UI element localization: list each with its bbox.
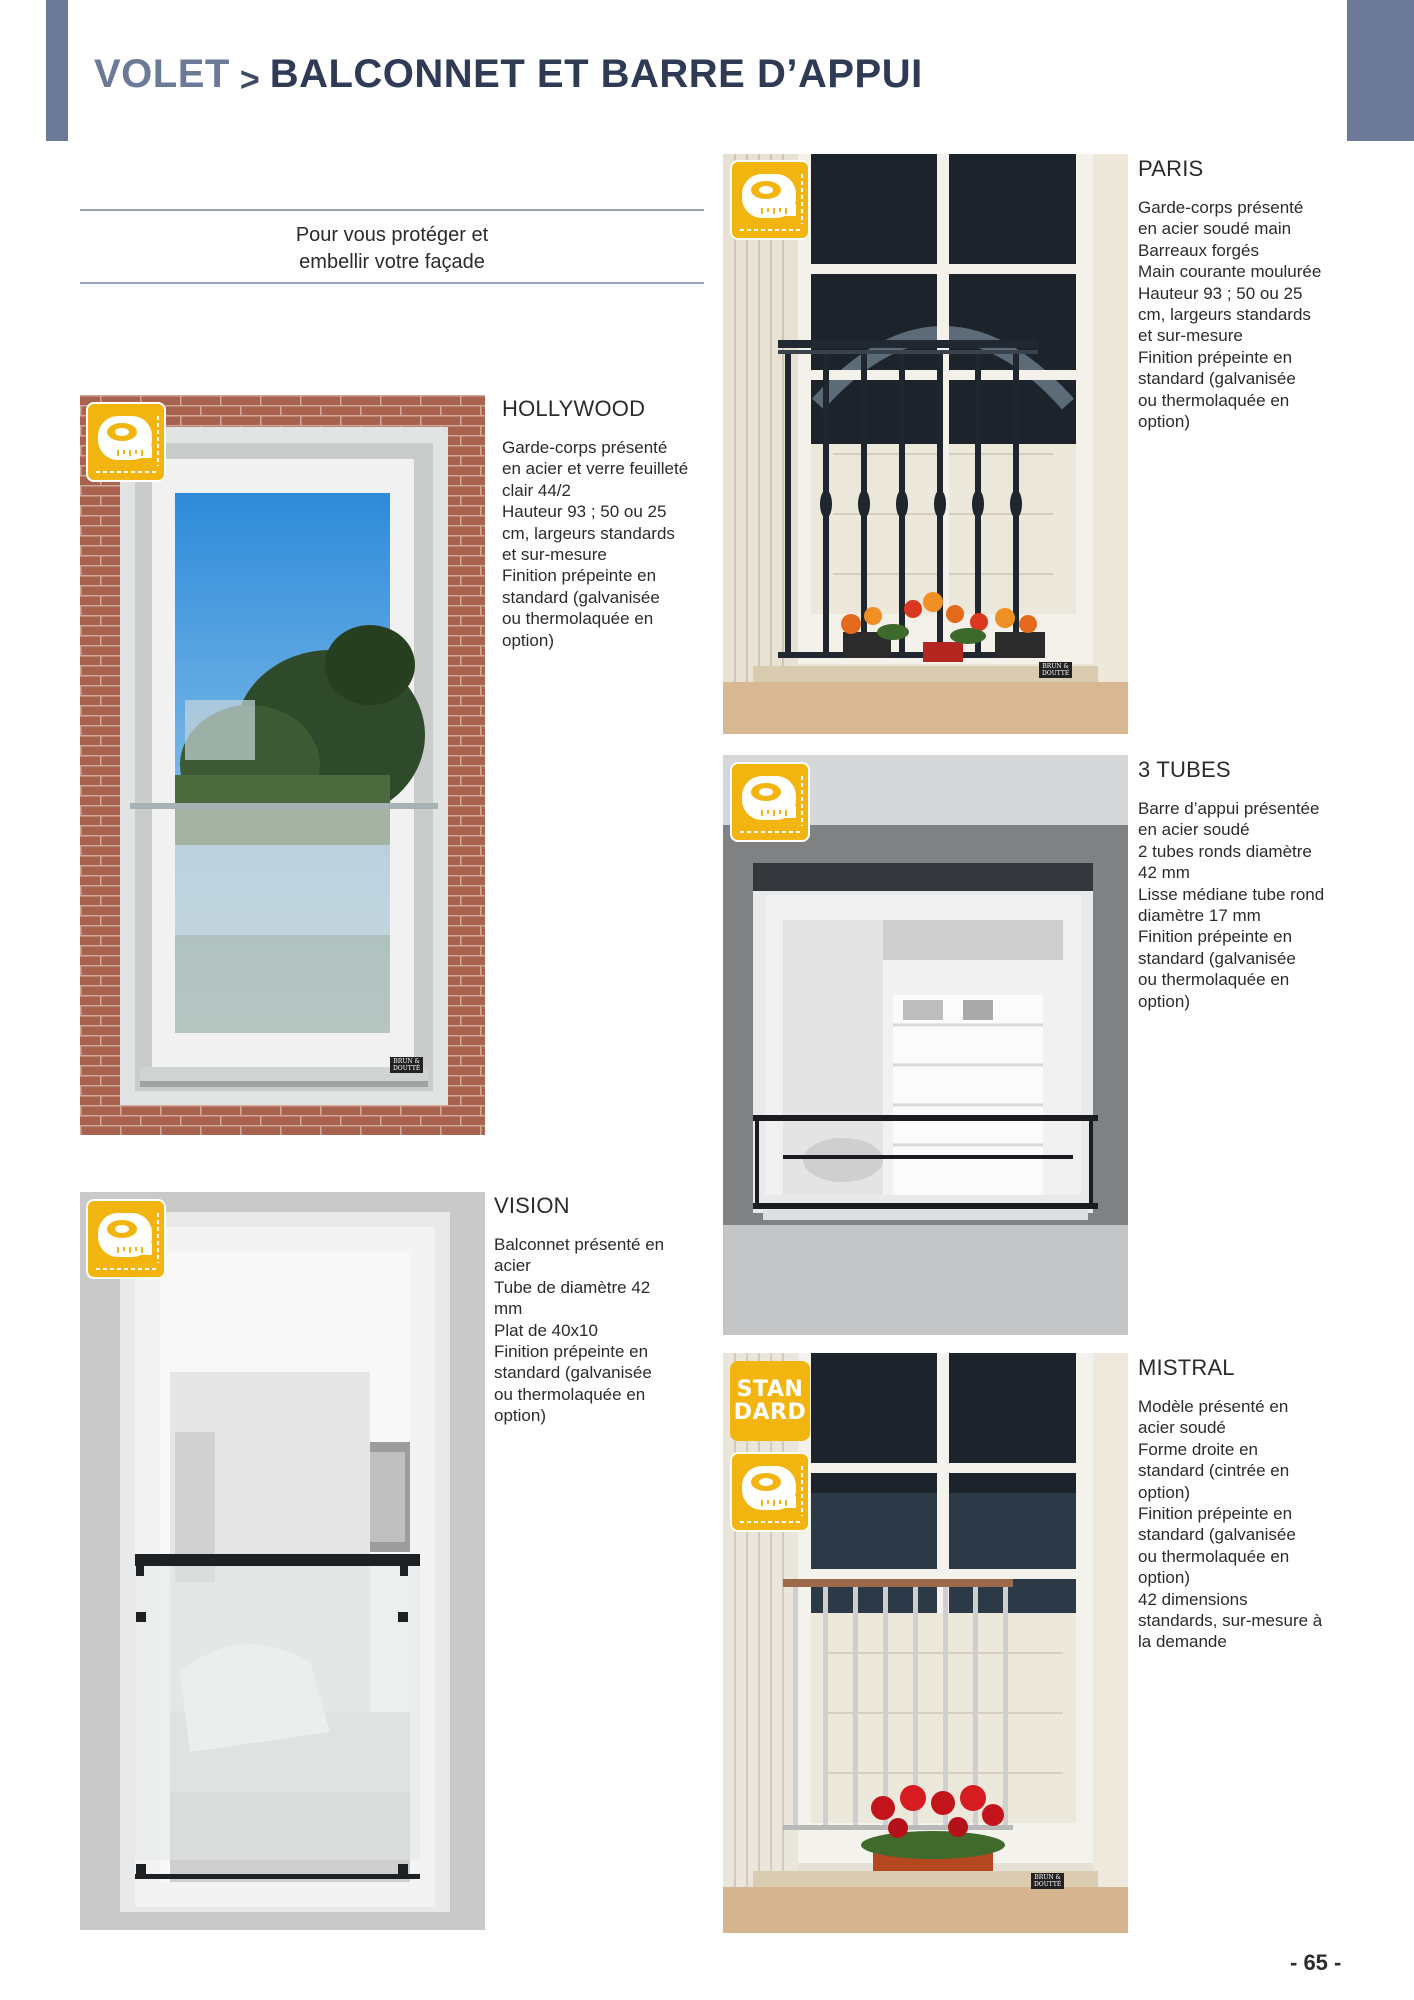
description-line: Finition prépeinte en xyxy=(1138,347,1293,367)
product-description xyxy=(494,1234,714,1427)
description-line: ou thermolaquée en xyxy=(1138,1546,1290,1566)
description-line: Hauteur 93 ; 50 ou 25 xyxy=(1138,283,1303,303)
description-line: acier soudé xyxy=(1138,1418,1226,1438)
product-description xyxy=(1138,798,1368,1012)
description-line: et sur-mesure xyxy=(502,545,607,565)
description-line: 42 mm xyxy=(1138,863,1190,883)
description-line: Tube de diamètre 42 xyxy=(494,1277,651,1297)
description-line: standard (galvanisée xyxy=(502,587,660,607)
three-tubes-photo xyxy=(723,755,1128,1335)
description-line: diamètre 17 mm xyxy=(1138,906,1261,926)
description-line: la demande xyxy=(1138,1632,1227,1652)
description-line: option) xyxy=(1138,1568,1190,1588)
product-name: 3 TUBES xyxy=(1138,757,1231,782)
brand-line: DOUTTÉ xyxy=(1034,1881,1062,1888)
description-line: en acier et verre feuilleté xyxy=(502,459,689,479)
description-line: standard (galvanisée xyxy=(494,1363,652,1383)
brand-line: DOUTTÉ xyxy=(1042,670,1070,677)
description-line: 2 tubes ronds diamètre xyxy=(1138,841,1312,861)
product-name: MISTRAL xyxy=(1138,1355,1235,1380)
hollywood-photo xyxy=(80,395,485,1135)
product-hollywood xyxy=(502,396,722,651)
description-line: option) xyxy=(494,1406,546,1426)
vision-photo xyxy=(80,1192,485,1930)
description-line: Modèle présenté en xyxy=(1138,1397,1289,1416)
description-line: Finition prépeinte en xyxy=(1138,1504,1293,1524)
description-line: cm, largeurs standards xyxy=(502,523,675,543)
brand-line: BRUN & xyxy=(1034,1874,1061,1881)
tape-measure-icon xyxy=(730,1452,810,1532)
description-line: Lisse médiane tube rond xyxy=(1138,884,1325,904)
description-line: et sur-mesure xyxy=(1138,326,1243,346)
header-left-bar xyxy=(46,0,68,141)
description-line: option) xyxy=(1138,1482,1190,1502)
intro-line: embellir votre façade xyxy=(299,251,485,273)
description-line: Barreaux forgés xyxy=(1138,240,1259,260)
description-line: Finition prépeinte en xyxy=(494,1342,649,1362)
tape-measure-icon xyxy=(730,160,810,240)
section-label: VOLET xyxy=(94,52,230,96)
description-line: standard (galvanisée xyxy=(1138,1525,1296,1545)
description-line: Plat de 40x10 xyxy=(494,1320,598,1340)
intro-top-rule xyxy=(80,209,704,211)
description-line: ou thermolaquée en xyxy=(494,1384,646,1404)
description-line: en acier soudé xyxy=(1138,820,1250,840)
description-line: option) xyxy=(1138,991,1190,1011)
intro-bottom-rule xyxy=(80,282,704,284)
tape-measure-icon xyxy=(86,402,166,482)
product-name: PARIS xyxy=(1138,156,1204,181)
intro-line: Pour vous protéger et xyxy=(295,224,489,246)
description-line: clair 44/2 xyxy=(502,480,571,500)
description-line: standards, sur-mesure à xyxy=(1138,1611,1323,1631)
description-line: standard (cintrée en xyxy=(1138,1461,1290,1481)
description-line: Finition prépeinte en xyxy=(502,566,657,586)
description-line: Finition prépeinte en xyxy=(1138,927,1293,947)
product-description xyxy=(1138,197,1358,432)
tape-measure-icon xyxy=(730,762,810,842)
description-line: standard (galvanisée xyxy=(1138,369,1296,389)
brand-watermark xyxy=(1031,1873,1064,1889)
product-description xyxy=(502,437,722,651)
description-line: Hauteur 93 ; 50 ou 25 xyxy=(502,502,667,522)
description-line: ou thermolaquée en xyxy=(502,609,654,629)
description-line: en acier soudé main xyxy=(1138,219,1292,239)
description-line: option) xyxy=(1138,412,1190,432)
product-description xyxy=(1138,1396,1368,1653)
product-three-tubes xyxy=(1138,757,1368,1012)
description-line: Barre d’appui présentée xyxy=(1138,799,1320,818)
brand-line: BRUN & xyxy=(393,1058,420,1065)
page-heading: BALCONNET ET BARRE D’APPUI xyxy=(269,52,923,96)
product-name: VISION xyxy=(494,1193,570,1218)
description-line: Forme droite en xyxy=(1138,1439,1258,1459)
brand-watermark xyxy=(390,1057,423,1073)
description-line: Garde-corps présenté xyxy=(502,438,668,457)
product-mistral xyxy=(1138,1355,1368,1653)
brand-line: DOUTTÉ xyxy=(393,1065,421,1072)
standard-badge-line: STAN xyxy=(736,1377,804,1402)
description-line: mm xyxy=(494,1299,523,1319)
intro-text xyxy=(80,222,704,276)
description-line: Balconnet présenté en xyxy=(494,1235,665,1254)
description-line: 42 dimensions xyxy=(1138,1589,1248,1609)
description-line: option) xyxy=(502,630,554,650)
page-title xyxy=(94,52,923,112)
product-paris xyxy=(1138,156,1358,432)
description-line: Garde-corps présenté xyxy=(1138,198,1304,217)
brand-line: BRUN & xyxy=(1042,663,1069,670)
description-line: ou thermolaquée en xyxy=(1138,390,1290,410)
description-line: standard (galvanisée xyxy=(1138,948,1296,968)
description-line: cm, largeurs standards xyxy=(1138,305,1311,325)
page-number: - 65 - xyxy=(1290,1950,1342,1975)
product-name: HOLLYWOOD xyxy=(502,396,646,421)
description-line: ou thermolaquée en xyxy=(1138,970,1290,990)
description-line: Main courante moulurée xyxy=(1138,262,1322,282)
standard-badge xyxy=(730,1361,810,1441)
brand-watermark xyxy=(1039,662,1072,678)
description-line: acier xyxy=(494,1256,531,1276)
breadcrumb-separator: > xyxy=(239,61,260,99)
product-vision xyxy=(494,1193,714,1427)
header-right-bar xyxy=(1347,0,1414,141)
standard-badge-line: DARD xyxy=(733,1400,807,1425)
tape-measure-icon xyxy=(86,1199,166,1279)
paris-photo xyxy=(723,154,1128,734)
